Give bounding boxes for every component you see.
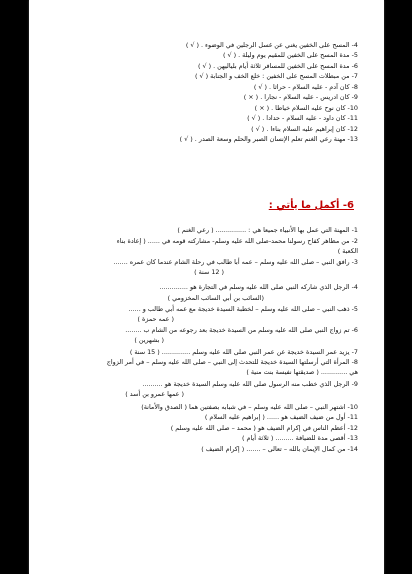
complete-item-14: 14- من كمال الإيمان بالله – تعالى – ....... ( إكرام الضيف ) (201, 445, 358, 453)
complete-item-12: 12- أعظم الناس في إكرام الضيف هو ( محمد – صلى الله عليه وسلم ) (170, 424, 358, 432)
complete-item-1: 1- المهنة التي عمل بها الأنبياء جميعا هي : ............... ( رعي الغنم ) (177, 226, 358, 234)
complete-item-7: 7- يزيد عمر السيدة خديجة عن عمر النبي صلى الله عليه وسلم .............. ( 15 سنة ) (129, 348, 358, 356)
complete-item-9-b: ( عمها عمرو بن أسد ) (125, 390, 184, 398)
answer-item-6: 6- مدة المسح على الخفين للمسافر ثلاثة أيام بلياليهن . ( √ ) (197, 62, 358, 70)
complete-item-2: 2- من مظاهر كفاح رسولنا محمد-صلى الله عليه وسلم- مشاركته قومه في ...... ( إعادة بناء (116, 237, 358, 245)
answer-item-11: 11- كان داود - عليه السلام - حدادا . ( √ ) (247, 114, 358, 122)
answer-item-8: 8- كان آدم - عليه السلام - حراثا . ( √ ) (253, 83, 358, 91)
answer-item-12: 12- كان إبراهيم عليه السلام بناءا . ( √ ) (251, 125, 358, 133)
section-heading: 6- أكمل ما يأتي : (268, 200, 354, 211)
complete-item-3: 3- رافق النبي – صلى الله عليه وسلم – عمه أبا طالب في رحلة الشام عندما كان عمره ....... (113, 258, 358, 266)
answer-item-4: 4- المسح على الخفين يغني عن غسل الرجلين في الوضوء . ( √ ) (185, 41, 358, 49)
complete-item-2-b: الكعبة ) (337, 247, 358, 255)
answer-item-5: 5- مدة المسح على الخفين للمقيم يوم وليلة . ( √ ) (222, 51, 358, 59)
complete-item-5-b: ( عمه حمزة ) (137, 315, 174, 323)
answer-item-13: 13- مهنة رعي الغنم تعلم الإنسان الصبر والحلم وسعة الصدر . ( √ ) (179, 135, 358, 143)
complete-item-11: 11- أول من ضيف الضيف هو ...... ( إبراهيم عليه السلام ) (204, 413, 358, 421)
complete-item-13: 13- أقصى مدة للضيافة ......... ( ثلاثة أيام ) (241, 434, 358, 442)
complete-item-4-b: (السائب بن أبي السائب المخزومي ) (167, 294, 264, 302)
complete-item-8: 8- المرأة التي أرسلتها السيدة خديجة للتحدث إلى النبي – صلى الله عليه وسلم – في أمر الزواج (106, 358, 358, 366)
complete-item-6-b: ( بشهرين ) (134, 336, 164, 344)
complete-item-5: 5- ذهب النبي – صلى الله عليه وسلم – لخطبة السيدة خديجة مع عمه أبي طالب و ...... (128, 305, 358, 313)
document-page (29, 0, 384, 574)
complete-item-3-b: ( 12 سنة ) (194, 268, 224, 276)
complete-item-9: 9- الرجل الذي خطب منه الرسول صلى الله عليه وسلم السيدة خديجة هو .......... (142, 380, 358, 388)
complete-item-6: 6- تم زواج النبي صلى الله عليه وسلم من السيدة خديجة بعد رجوعه من الشام ب ........ (125, 326, 358, 334)
answer-item-7: 7- من مبطلات المسح على الخفين : خلع الخف و الجنابة ( √ ) (194, 72, 358, 80)
complete-item-10: 10- اشتهر النبي – صلى الله عليه وسلم – في شبابه بصفتين هما ( الصدق والأمانة) (141, 403, 358, 411)
complete-item-8-b: هي ............. ( صديقتها نفيسة بنت منية ) (246, 368, 358, 376)
complete-item-4: 4- الرجل الذي شاركه النبي صلى الله عليه وسلم في التجارة هو .............. (159, 283, 358, 291)
answer-item-10: 10- كان نوح عليه السلام خياطا . ( × ) (254, 104, 358, 112)
answer-item-9: 9- كان ادريس - عليه السلام - نجارا . ( × ) (243, 93, 358, 101)
